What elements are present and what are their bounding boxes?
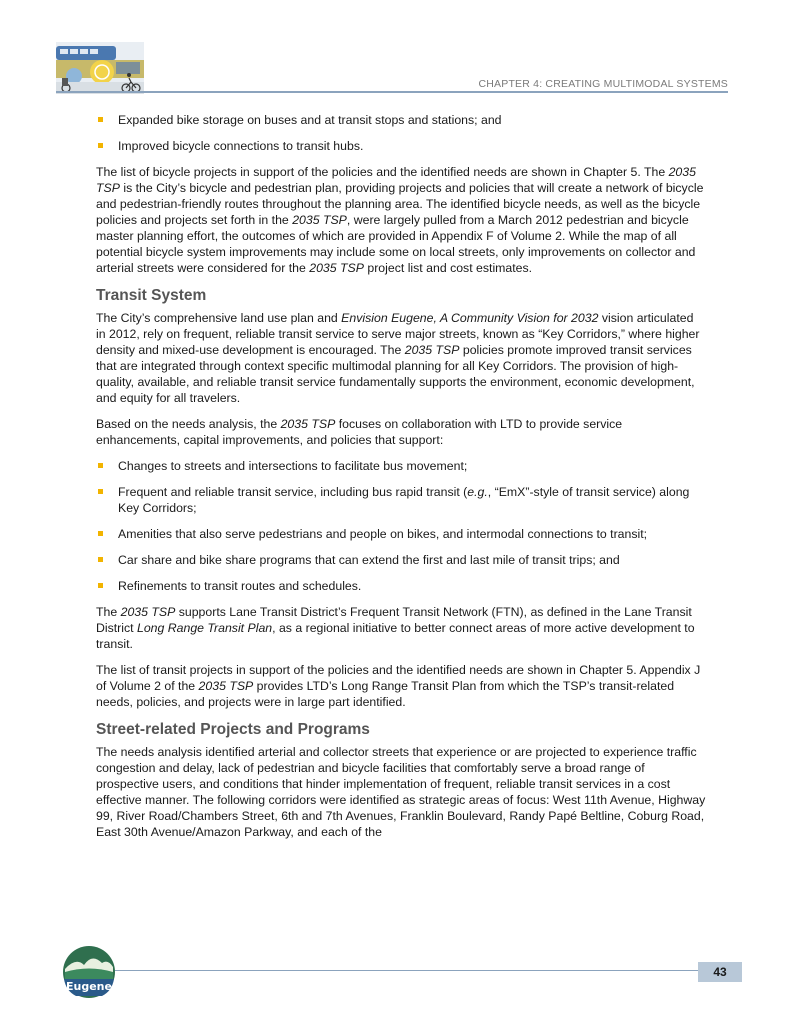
bullet-list-transit — [96, 458, 706, 594]
list-item: Refinements to transit routes and schedules. — [96, 578, 706, 594]
page-number: 43 — [698, 962, 742, 982]
paragraph-transit-intro: The City’s comprehensive land use plan and Envision Eugene, A Community Vision for 2032 vision articulated in 2012, rely on frequent, reliable transit service to serve major streets, known as “Key Corridors,” where higher density and mixed-use development is encouraged. The 2035 TSP policies promote improved transit services that are integrated through context specific multimodal planning for all Key Corridors. The provision of high-quality, available, and reliable transit service fundamentally supports the environment, economic development, and equity for all travelers. — [96, 311, 700, 405]
list-item: Amenities that also serve pedestrians and people on bikes, and intermodal connections to transit; — [96, 526, 706, 542]
list-item: Changes to streets and intersections to facilitate bus movement; — [96, 458, 706, 474]
page-content — [96, 112, 706, 850]
list-item: Improved bicycle connections to transit hubs. — [96, 138, 706, 154]
section-heading-street-projects: Street-related Projects and Programs — [96, 721, 370, 738]
paragraph-street-needs: The needs analysis identified arterial and collector streets that experience or are projected to experience traffic congestion and delay, lack of pedestrian and bicycle facilities that comfortably serve a broad range of prospective users, and conditions that hinder implementation of frequent, reliable transit services in a cost effective manner. The following corridors were identified as strategic areas of focus: West 11th Avenue, Highway 99, River Road/Chambers Street, 6th and 7th Avenues, Franklin Boulevard, Randy Papé Beltline, Coburg Road, East 30th Avenue/Amazon Parkway, and each of the — [96, 745, 706, 839]
chapter-title: CHAPTER 4: CREATING MULTIMODAL SYSTEMS — [478, 78, 728, 90]
paragraph-needs-analysis: Based on the needs analysis, the 2035 TSP focuses on collaboration with LTD to provide service enhancements, capital improvements, and policies that support: — [96, 417, 623, 447]
logo-text: Eugene — [66, 980, 112, 993]
header-rule — [56, 91, 728, 93]
chapter-header-illustration — [56, 42, 144, 94]
paragraph-ftn: The 2035 TSP supports Lane Transit District’s Frequent Transit Network (FTN), as defined in the Lane Transit District Long Range Transit Plan, as a regional initiative to better connect areas of more active development to transit. — [96, 605, 695, 651]
paragraph-transit-projects: The list of transit projects in support of the policies and the identified needs are shown in Chapter 5. Appendix J of Volume 2 of the 2035 TSP provides LTD’s Long Range Transit Plan from which the TSP’s transit-related needs, policies, and projects were in large part identified. — [96, 663, 701, 709]
list-item: Expanded bike storage on buses and at transit stops and stations; and — [96, 112, 706, 128]
list-item: Car share and bike share programs that can extend the first and last mile of transit trips; and — [96, 552, 706, 568]
list-item: Frequent and reliable transit service, including bus rapid transit (e.g., “EmX”-style of transit service) along Key Corridors; — [96, 484, 706, 516]
section-heading-transit-system: Transit System — [96, 287, 207, 304]
paragraph-bicycle-projects: The list of bicycle projects in support of the policies and the identified needs are shown in Chapter 5. The 2035 TSP is the City’s bicycle and pedestrian plan, providing projects and policies that will create a network of bicycle and pedestrian-friendly routes throughout the planning area. The identified bicycle needs, as well as the bicycle policies and projects set forth in the 2035 TSP, were largely pulled from a March 2012 pedestrian and bicycle master planning effort, the outcomes of which are provided in Appendix F of Volume 2. While the map of all potential bicycle system improvements may include some on local streets, only improvements on collector and arterial streets were considered for the 2035 TSP project list and cost estimates. — [96, 165, 704, 275]
eugene-logo — [62, 945, 116, 999]
bullet-list-top — [96, 112, 706, 154]
footer-rule — [104, 970, 740, 971]
